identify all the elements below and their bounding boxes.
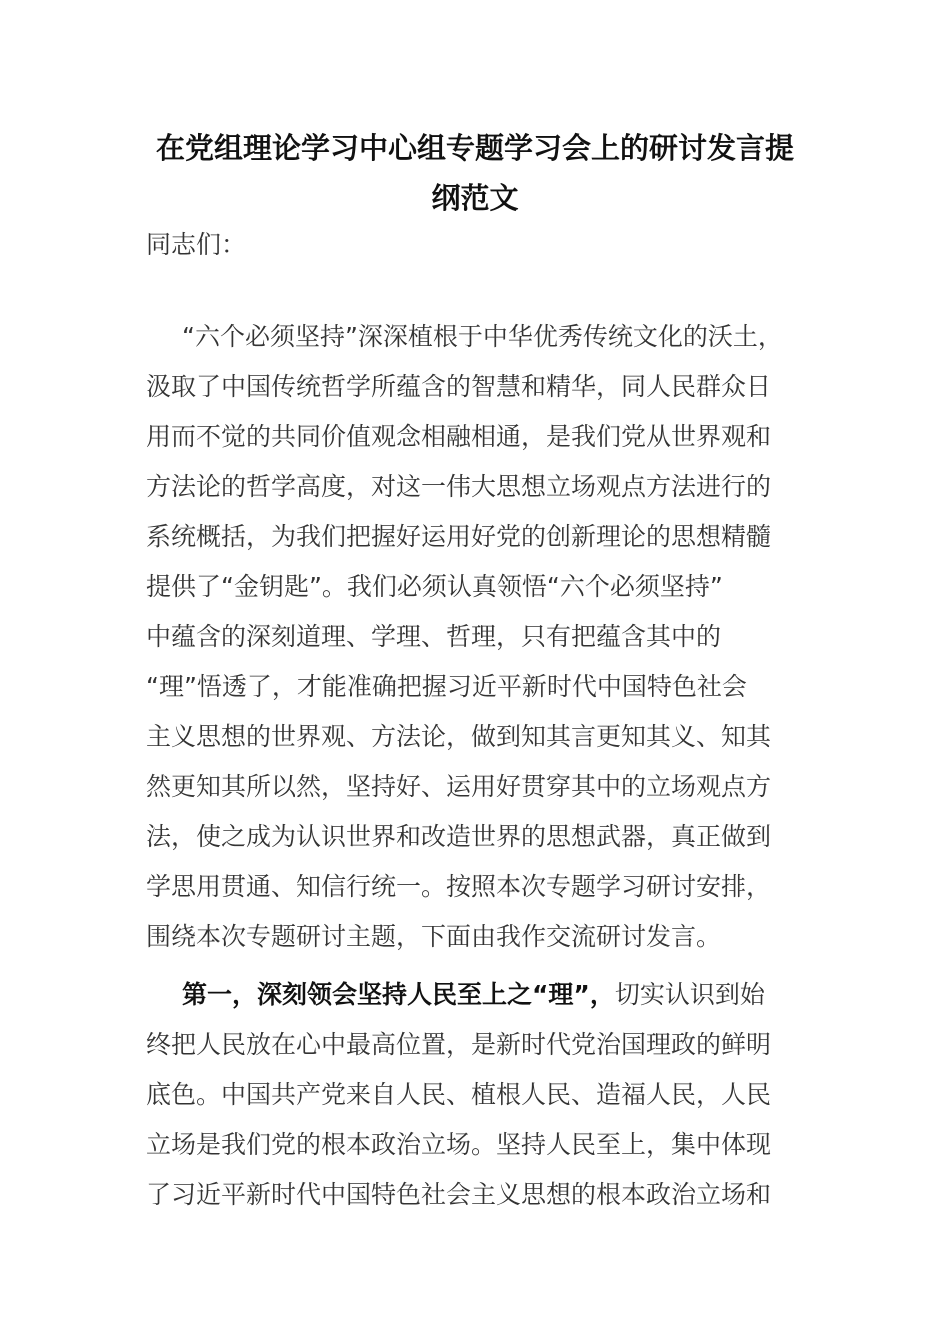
paragraph-1-line: 中蕴含的深刻道理、学理、哲理，只有把蕴含其中的 [146, 622, 722, 651]
paragraph-1-line: 汲取了中国传统哲学所蕴含的智慧和精华，同人民群众日 [146, 372, 772, 401]
paragraph-1-line: 方法论的哲学高度，对这一伟大思想立场观点方法进行的 [146, 472, 772, 501]
paragraph-1-line: “六个必须坚持”深深植根于中华优秀传统文化的沃土， [182, 322, 783, 351]
paragraph-1-line: 围绕本次专题研讨主题，下面由我作交流研讨发言。 [146, 922, 722, 951]
document-title-line-2: 纲范文 [431, 181, 519, 215]
paragraph-2-line: 立场是我们党的根本政治立场。坚持人民至上，集中体现 [146, 1130, 772, 1159]
paragraph-1-line: 提供了“金钥匙”。我们必须认真领悟“六个必须坚持” [146, 572, 723, 601]
paragraph-1-line: 学思用贯通、知信行统一。按照本次专题学习研讨安排， [146, 872, 772, 901]
salutation: 同志们： [146, 230, 247, 259]
document-title-line-1: 在党组理论学习中心组专题学习会上的研讨发言提 [155, 131, 794, 165]
paragraph-1-line: 用而不觉的共同价值观念相融相通，是我们党从世界观和 [146, 422, 772, 451]
paragraph-1-line: 法，使之成为认识世界和改造世界的思想武器，真正做到 [146, 822, 772, 851]
paragraph-2-text: 切实认识到始 [614, 980, 765, 1009]
paragraph-2-line: 底色。中国共产党来自人民、植根人民、造福人民，人民 [146, 1080, 772, 1109]
paragraph-1-line: 系统概括，为我们把握好运用好党的创新理论的思想精髓 [146, 522, 772, 551]
paragraph-1-line: “理”悟透了，才能准确把握习近平新时代中国特色社会 [146, 672, 747, 701]
paragraph-2-first-line [182, 975, 765, 1015]
paragraph-2-line: 了习近平新时代中国特色社会主义思想的根本政治立场和 [146, 1180, 772, 1209]
paragraph-1-line: 然更知其所以然，坚持好、运用好贯穿其中的立场观点方 [146, 772, 772, 801]
paragraph-1-line: 主义思想的世界观、方法论，做到知其言更知其义、知其 [146, 722, 772, 751]
paragraph-2-line: 终把人民放在心中最高位置，是新时代党治国理政的鲜明 [146, 1030, 772, 1059]
section-heading: 第一，深刻领会坚持人民至上之“理”， [182, 980, 615, 1009]
